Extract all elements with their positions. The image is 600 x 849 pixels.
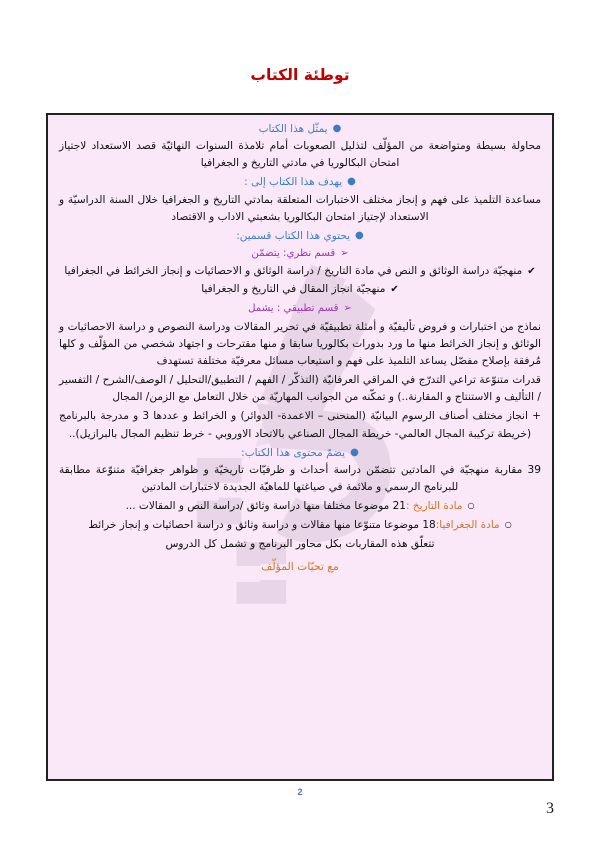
- section-heading-includes: [59, 446, 541, 460]
- section-heading-contains: [59, 229, 541, 243]
- arrow-right-icon: ➢: [343, 303, 352, 315]
- practice-paragraph-3: + انجاز مختلف أصناف الرسوم البيانيّة (المنحنى – الاعمدة- الدوائر) و الخرائط و عددها 3 و مدرجة بالبرنامج (خريطة تركيبة المجال العالمي- خريطة المجال الصناعي بالاتحاد الاوروبي - خرط تنظيم المجال بالبرازيل)..: [59, 410, 541, 440]
- theory-list-item: [59, 263, 541, 280]
- section-paragraph-includes: 39 مقاربة منهجيّة في المادتين تتضمّن دراسة أحداث و ظرفيّات تاريخيّة و ظواهر جغرافيّة متنوّعة مطابقة للبرنامج الرسمي و ملائمة في صياغتها للماهيّة الجديدة لاختبارات المادتين: [59, 463, 541, 494]
- bullet-dot-icon: ●: [347, 176, 356, 188]
- subsection-heading-theory: [59, 247, 541, 261]
- inner-page-number: 2: [297, 787, 303, 797]
- section-paragraph-represents: محاولة بسيطة ومتواضعة من المؤلّف لتذليل الصعوبات أمام تلامذة السنوات النهائيّة قصد الاستعداد لاجتياز امتحان البكالوريا في مادتي التاريخ و الجغرافيا: [59, 140, 541, 170]
- bullet-dot-icon: ●: [332, 123, 342, 134]
- theory-list-item: [59, 281, 541, 298]
- section-heading-text: يمثّل هذا الكتاب: [258, 123, 328, 135]
- practice-paragraph-1: نماذج من اختبارات و فروض تأليفيّة و أمثلة تطبيقيّة في تحرير المقالات ودراسة النصوص و دراسة الاحصائيات و الوثائق و إنجاز الخرائط منها ما ورد بدورات بكالوريا سابقا و منها مقترحات و اجتهاد شخصي من المؤلّف و كلها مُرفقة بإصلاح مفصّل يساعد التلميذ على فهم و استيعاب مسائل معرفيّة مختلفة تستهدف: [59, 320, 541, 368]
- content-body: [48, 115, 552, 578]
- theory-list-item-text: منهجيّة دراسة الوثائق و النص في مادة التاريخ / دراسة الوثائق و الاحصائيات و إنجاز الخرائط في الجغرافيا: [64, 265, 523, 278]
- practice-paragraph-2: قدرات متنوّعة تراعي التدرّج في المراقي العرفانيّة (التذكّر / الفهم / التطبيق/التحليل / الوصف/الشرح / التفسير / التأليف و الاستنتاج و المقارنة..) و تمكّنه من الجوانب المهاريّة من خلال التعامل مع الزمن/ المجال: [59, 374, 541, 404]
- subject-item-history: [59, 498, 541, 515]
- section-paragraph-aims: مساعدة التلميذ على فهم و إنجاز مختلف الاختبارات المتعلقة بمادتي التاريخ و الجغرافيا خلال السنة الدراسيّة و الاستعداد لإجتياز امتحان البكالوريا بشعبتي الاداب و الاقتصاد: [59, 193, 541, 223]
- section-heading-text: يضمّ محتوى هذا الكتاب:: [241, 446, 346, 459]
- subject-text-geography: 18 موضوعا متنوّعا منها مقالات و دراسة وثائق و دراسة احصائيات و إنجاز خرائط: [88, 519, 436, 532]
- circle-bullet-icon: ○: [504, 520, 512, 530]
- outer-page-number: 3: [546, 800, 554, 817]
- section-footer-line: تتعلّق هذه المقاربات بكل محاور البرنامج و تشمل كل الدروس: [165, 537, 435, 550]
- subsection-heading-text: قسم تطبيقي : يشمل: [248, 303, 339, 315]
- bullet-dot-icon: ●: [350, 446, 359, 458]
- section-heading-text: يهدف هذا الكتاب إلى :: [244, 176, 343, 189]
- check-icon: ✔: [390, 284, 399, 296]
- circle-bullet-icon: ○: [467, 501, 475, 511]
- arrow-right-icon: ➢: [340, 248, 349, 260]
- author-signature: مع تحيّات المؤلّف: [261, 560, 339, 574]
- subject-item-geography: [59, 517, 541, 534]
- subsection-heading-practice: [59, 302, 541, 316]
- content-frame: [46, 113, 554, 781]
- section-heading-aims: [59, 175, 541, 189]
- subsection-heading-text: قسم نظري: يتضمّن: [251, 248, 336, 260]
- closing-wrapper: [59, 555, 541, 574]
- section-heading-text: يحتوي هذا الكتاب قسمين:: [236, 229, 351, 242]
- check-icon: ✔: [527, 266, 536, 278]
- subject-label-history: مادة التاريخ :: [405, 500, 463, 513]
- subject-text-history: 21 موضوعا مختلفا منها دراسة وثائق /دراسة النص و المقالات ...: [125, 500, 406, 513]
- subject-label-geography: مادة الجغرافيا:: [435, 519, 500, 532]
- page-title: توطئة الكتاب: [250, 66, 350, 84]
- bullet-dot-icon: ●: [355, 229, 364, 241]
- theory-list-item-text: منهجيّة انجاز المقال في التاريخ و الجغرافيا: [201, 283, 386, 296]
- section-heading-represents: [59, 122, 541, 136]
